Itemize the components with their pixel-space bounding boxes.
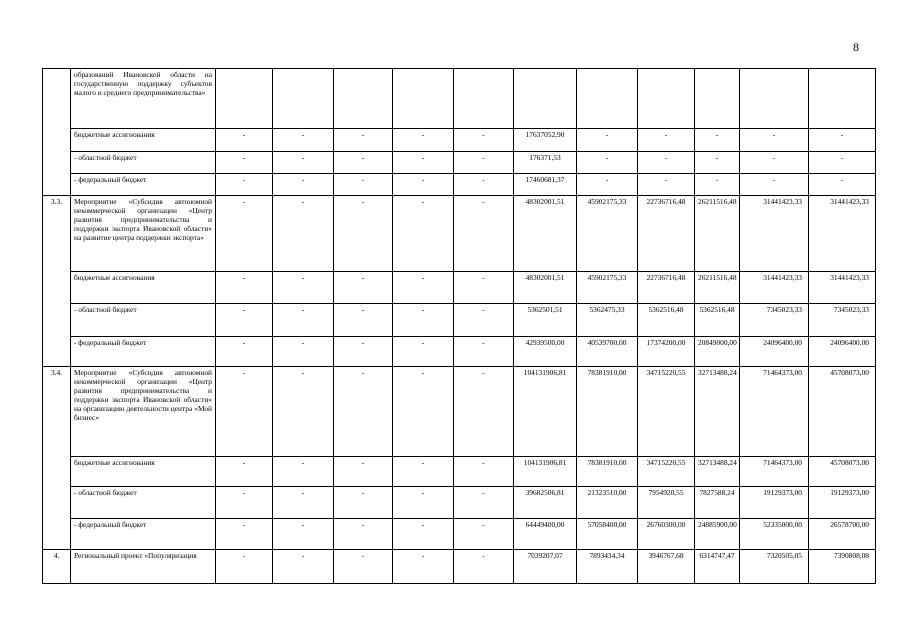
cell-col-1: - <box>216 550 273 584</box>
cell-col-11: - <box>809 174 876 196</box>
cell-col-8: 26760300,00 <box>638 519 695 550</box>
cell-col-10: 7345023,33 <box>740 304 809 337</box>
cell-col-11: 19129373,00 <box>809 487 876 519</box>
row-name: бюджетные ассигнования <box>71 457 216 487</box>
cell-col-7: 78381910,00 <box>577 367 638 457</box>
cell-col-8: 22736716,48 <box>638 196 695 272</box>
cell-col-5: - <box>454 152 514 174</box>
cell-col-6: 48302001,51 <box>514 272 577 304</box>
cell-col-5: - <box>454 367 514 457</box>
cell-col-7: 45902175,33 <box>577 196 638 272</box>
row-number <box>43 69 71 196</box>
cell-col-10 <box>740 69 809 129</box>
cell-col-9: - <box>695 174 740 196</box>
cell-col-2: - <box>273 550 334 584</box>
row-name: бюджетные ассигнования <box>71 129 216 152</box>
cell-col-5: - <box>454 550 514 584</box>
cell-col-5: - <box>454 196 514 272</box>
cell-col-2: - <box>273 487 334 519</box>
cell-col-4: - <box>393 304 454 337</box>
cell-col-5: - <box>454 272 514 304</box>
row-name: - областной бюджет <box>71 304 216 337</box>
cell-col-7: 57058400,00 <box>577 519 638 550</box>
cell-col-6: 104131906,81 <box>514 367 577 457</box>
cell-col-3: - <box>334 337 393 367</box>
cell-col-5 <box>454 69 514 129</box>
cell-col-5: - <box>454 129 514 152</box>
cell-col-11: 31441423,33 <box>809 196 876 272</box>
cell-col-8: - <box>638 129 695 152</box>
cell-col-9: 32713488,24 <box>695 457 740 487</box>
cell-col-11 <box>809 69 876 129</box>
cell-col-9: 32713488,24 <box>695 367 740 457</box>
cell-col-5: - <box>454 519 514 550</box>
cell-col-1: - <box>216 129 273 152</box>
cell-col-3: - <box>334 519 393 550</box>
cell-col-6 <box>514 69 577 129</box>
table-row <box>43 367 876 457</box>
table-row <box>43 457 876 487</box>
budget-table <box>42 68 876 584</box>
cell-col-7: - <box>577 152 638 174</box>
cell-col-11: 31441423,33 <box>809 272 876 304</box>
cell-col-3: - <box>334 457 393 487</box>
cell-col-7: - <box>577 129 638 152</box>
cell-col-4: - <box>393 550 454 584</box>
cell-col-8: 17374200,00 <box>638 337 695 367</box>
cell-col-11: 7390808,08 <box>809 550 876 584</box>
cell-col-6: 5362501,51 <box>514 304 577 337</box>
cell-col-10: - <box>740 152 809 174</box>
cell-col-4: - <box>393 337 454 367</box>
cell-col-2 <box>273 69 334 129</box>
cell-col-5: - <box>454 174 514 196</box>
cell-col-9: 26211516,48 <box>695 196 740 272</box>
table-row <box>43 487 876 519</box>
cell-col-2: - <box>273 152 334 174</box>
table-row <box>43 337 876 367</box>
cell-col-1: - <box>216 367 273 457</box>
cell-col-3: - <box>334 129 393 152</box>
cell-col-9: 6314747,47 <box>695 550 740 584</box>
cell-col-6: 42939500,00 <box>514 337 577 367</box>
cell-col-10: 52335000,00 <box>740 519 809 550</box>
cell-col-11: - <box>809 152 876 174</box>
cell-col-11: 7345023,33 <box>809 304 876 337</box>
table-row <box>43 152 876 174</box>
cell-col-1: - <box>216 304 273 337</box>
cell-col-5: - <box>454 457 514 487</box>
cell-col-10: 24096400,00 <box>740 337 809 367</box>
cell-col-3: - <box>334 550 393 584</box>
cell-col-3: - <box>334 367 393 457</box>
row-name: - областной бюджет <box>71 487 216 519</box>
cell-col-2: - <box>273 174 334 196</box>
cell-col-6: 48302001,51 <box>514 196 577 272</box>
table-row <box>43 174 876 196</box>
cell-col-2: - <box>273 337 334 367</box>
cell-col-1: - <box>216 519 273 550</box>
cell-col-3: - <box>334 304 393 337</box>
row-name: - областной бюджет <box>71 152 216 174</box>
cell-col-7 <box>577 69 638 129</box>
cell-col-5: - <box>454 337 514 367</box>
cell-col-8: - <box>638 174 695 196</box>
row-number: 3.3. <box>43 196 71 367</box>
table-row <box>43 129 876 152</box>
cell-col-5: - <box>454 304 514 337</box>
cell-col-4: - <box>393 367 454 457</box>
cell-col-1: - <box>216 457 273 487</box>
table-row <box>43 550 876 584</box>
cell-col-2: - <box>273 519 334 550</box>
cell-col-7: 45902175,33 <box>577 272 638 304</box>
cell-col-1: - <box>216 487 273 519</box>
cell-col-9: 5362516,48 <box>695 304 740 337</box>
row-name: Мероприятие «Субсидия автономной некоммерческой организации «Центр развития предпринимательства и поддержки экспорта Ивановской области» на организацию деятельности центра «Мой бизнес» <box>71 367 216 457</box>
cell-col-3: - <box>334 272 393 304</box>
table-body <box>43 69 876 584</box>
cell-col-8: 5362516,48 <box>638 304 695 337</box>
row-name: бюджетные ассигнования <box>71 272 216 304</box>
cell-col-8: - <box>638 152 695 174</box>
cell-col-4: - <box>393 487 454 519</box>
table-row <box>43 69 876 129</box>
cell-col-7: 78381910,00 <box>577 457 638 487</box>
cell-col-8 <box>638 69 695 129</box>
cell-col-9: - <box>695 129 740 152</box>
cell-col-4: - <box>393 174 454 196</box>
cell-col-11: - <box>809 129 876 152</box>
cell-col-6: 17460681,37 <box>514 174 577 196</box>
cell-col-6: 176371,53 <box>514 152 577 174</box>
cell-col-10: - <box>740 174 809 196</box>
cell-col-5: - <box>454 487 514 519</box>
cell-col-3: - <box>334 487 393 519</box>
cell-col-7: 40539700,00 <box>577 337 638 367</box>
cell-col-10: 31441423,33 <box>740 272 809 304</box>
cell-col-10: 71464373,00 <box>740 457 809 487</box>
row-number: 3.4. <box>43 367 71 550</box>
cell-col-9 <box>695 69 740 129</box>
cell-col-2: - <box>273 272 334 304</box>
cell-col-6: 7039207,07 <box>514 550 577 584</box>
cell-col-4: - <box>393 519 454 550</box>
cell-col-9: 26211516,48 <box>695 272 740 304</box>
cell-col-9: 20849000,00 <box>695 337 740 367</box>
cell-col-4: - <box>393 457 454 487</box>
cell-col-1: - <box>216 337 273 367</box>
page-number: 8 <box>853 40 859 54</box>
table-row <box>43 272 876 304</box>
cell-col-1: - <box>216 152 273 174</box>
cell-col-10: 71464373,00 <box>740 367 809 457</box>
cell-col-8: 34715220,55 <box>638 367 695 457</box>
cell-col-11: 45708073,00 <box>809 457 876 487</box>
cell-col-10: - <box>740 129 809 152</box>
row-name: - федеральный бюджет <box>71 174 216 196</box>
row-number: 4. <box>43 550 71 584</box>
cell-col-3 <box>334 69 393 129</box>
cell-col-6: 39682506,81 <box>514 487 577 519</box>
cell-col-2: - <box>273 129 334 152</box>
cell-col-6: 64449400,00 <box>514 519 577 550</box>
cell-col-7: 7893434,34 <box>577 550 638 584</box>
cell-col-2: - <box>273 457 334 487</box>
cell-col-2: - <box>273 367 334 457</box>
cell-col-8: 22736716,48 <box>638 272 695 304</box>
cell-col-2: - <box>273 196 334 272</box>
cell-col-1: - <box>216 196 273 272</box>
cell-col-4: - <box>393 152 454 174</box>
table-row <box>43 304 876 337</box>
cell-col-4: - <box>393 129 454 152</box>
cell-col-9: 24885900,00 <box>695 519 740 550</box>
table-row <box>43 519 876 550</box>
cell-col-6: 17637052,90 <box>514 129 577 152</box>
cell-col-1 <box>216 69 273 129</box>
cell-col-3: - <box>334 152 393 174</box>
cell-col-10: 19129373,00 <box>740 487 809 519</box>
cell-col-11: 26578700,00 <box>809 519 876 550</box>
cell-col-7: - <box>577 174 638 196</box>
row-name: - федеральный бюджет <box>71 337 216 367</box>
cell-col-8: 34715220,55 <box>638 457 695 487</box>
cell-col-7: 21323510,00 <box>577 487 638 519</box>
row-name: Мероприятие «Субсидия автономной некоммерческой организации «Центр развития предпринимательства и поддержки экспорта Ивановской области» на развитие центра поддержки экспорта» <box>71 196 216 272</box>
cell-col-9: 7827588,24 <box>695 487 740 519</box>
cell-col-10: 7320505,05 <box>740 550 809 584</box>
cell-col-4: - <box>393 272 454 304</box>
cell-col-4 <box>393 69 454 129</box>
cell-col-8: 7954920,55 <box>638 487 695 519</box>
cell-col-1: - <box>216 174 273 196</box>
cell-col-10: 31441423,33 <box>740 196 809 272</box>
row-name: образований Ивановской области на государственную поддержку субъектов малого и среднего предпринимательства» <box>71 69 216 129</box>
cell-col-3: - <box>334 174 393 196</box>
cell-col-7: 5362475,33 <box>577 304 638 337</box>
cell-col-11: 45708073,00 <box>809 367 876 457</box>
cell-col-2: - <box>273 304 334 337</box>
cell-col-3: - <box>334 196 393 272</box>
cell-col-8: 3946767,68 <box>638 550 695 584</box>
cell-col-6: 104131906,81 <box>514 457 577 487</box>
cell-col-1: - <box>216 272 273 304</box>
row-name: Региональный проект «Популяризация <box>71 550 216 584</box>
cell-col-9: - <box>695 152 740 174</box>
cell-col-11: 24096400,00 <box>809 337 876 367</box>
table-row <box>43 196 876 272</box>
row-name: - федеральный бюджет <box>71 519 216 550</box>
cell-col-4: - <box>393 196 454 272</box>
